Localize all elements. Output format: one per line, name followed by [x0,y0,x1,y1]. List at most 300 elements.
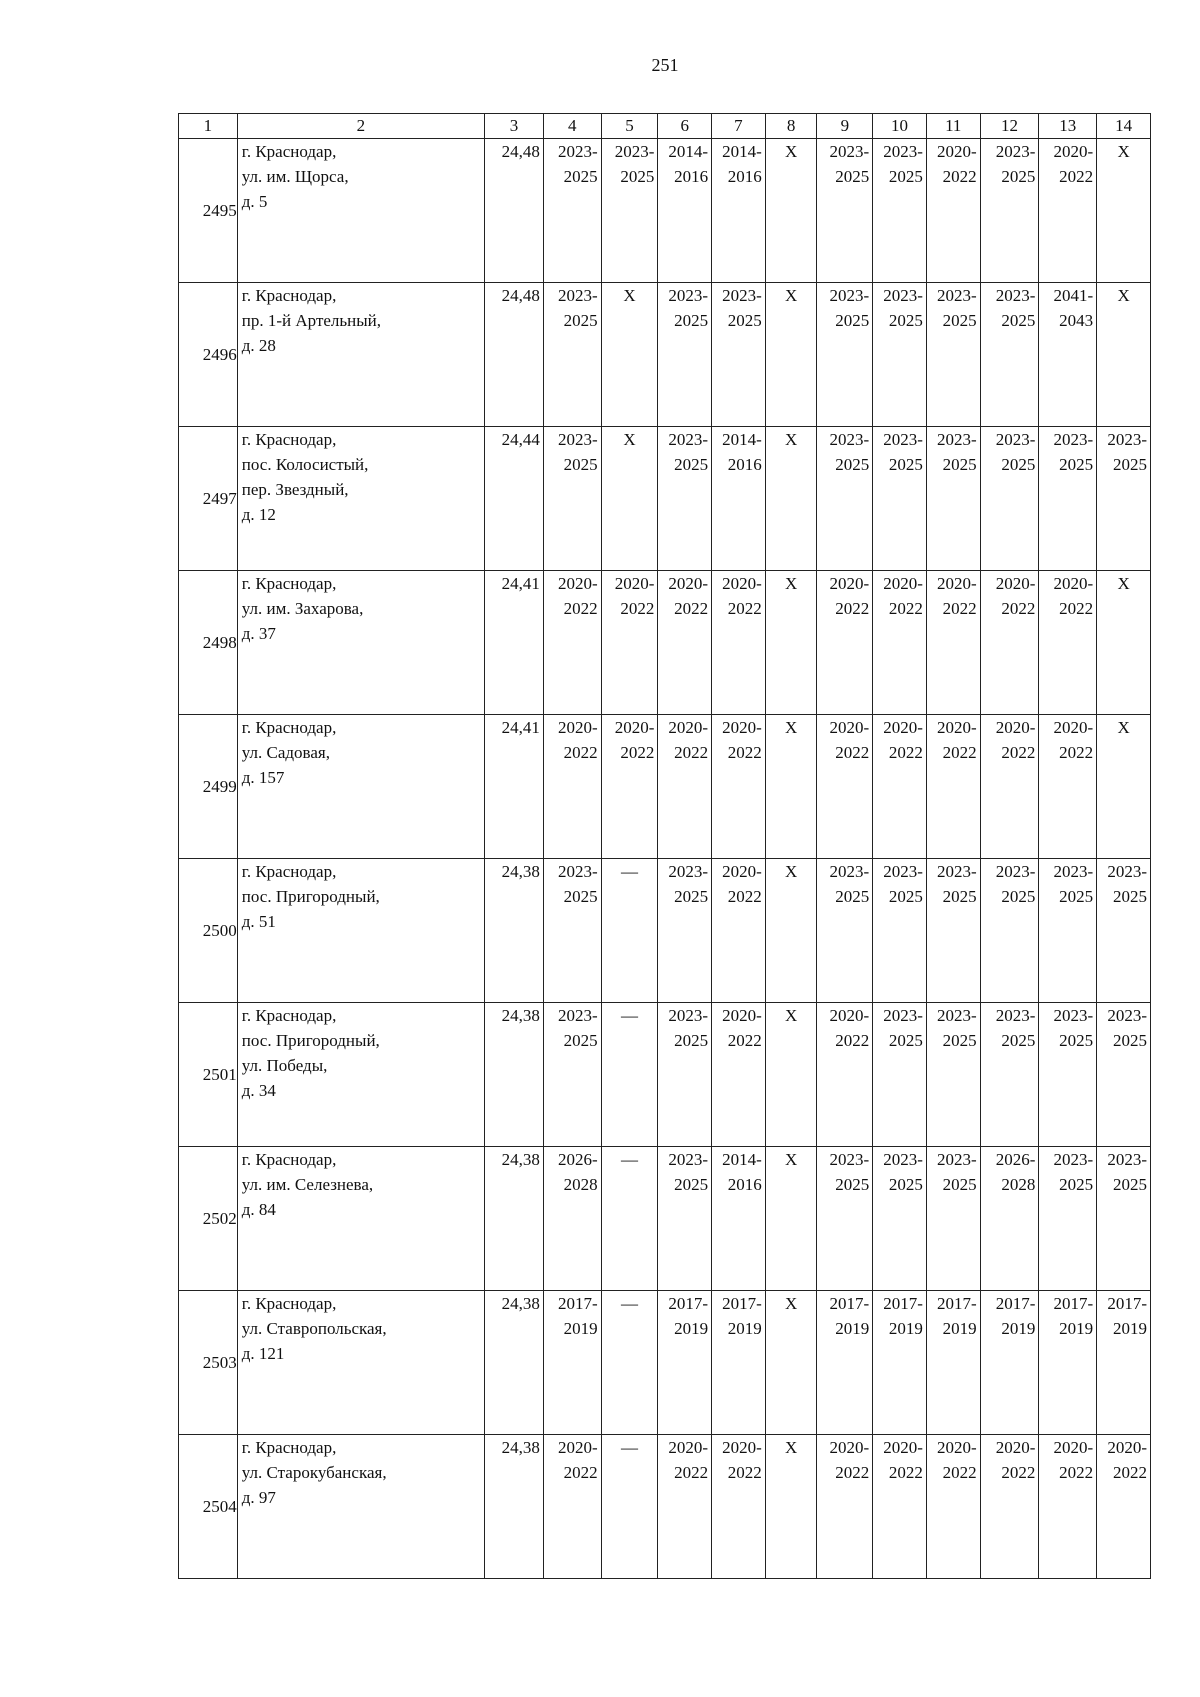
period-cell [712,283,766,427]
period-line: 2023- [1107,1006,1147,1025]
period-cell [543,427,601,571]
period-cell [980,1147,1039,1291]
period-cell [712,139,766,283]
period-line: 2017- [722,1294,762,1313]
period-cell [980,139,1039,283]
period-cell [1039,139,1097,283]
period-line: 2023- [557,286,598,305]
period-cell [1097,715,1151,859]
period-line: 2041- [1053,286,1094,305]
period-line: 2025 [888,1031,923,1050]
period-cell [980,715,1039,859]
period-cell [658,715,712,859]
period-line: X [1117,574,1130,593]
period-line: 2023- [883,142,923,161]
period-cell [1097,427,1151,571]
period-line: 2023- [1053,1150,1094,1169]
value-cell: 24,38 [485,1147,544,1291]
period-cell [1097,571,1151,715]
period-cell [543,859,601,1003]
period-line: 2023- [668,430,709,449]
period-cell [543,139,601,283]
address-cell [237,283,484,427]
address-line: г. Краснодар, [241,1438,337,1457]
period-line: 2023- [722,286,762,305]
period-line: 2023- [668,286,709,305]
period-line: 2025 [888,311,923,330]
period-line: 2017- [668,1294,709,1313]
period-cell [543,1003,601,1147]
period-line: 2025 [1059,455,1094,474]
period-line: 2020- [829,1438,870,1457]
period-cell [980,427,1039,571]
column-header: 3 [485,114,544,139]
period-line: 2022 [727,887,762,906]
period-cell [658,427,712,571]
period-line: 2025 [1001,455,1036,474]
period-line: 2022 [1059,599,1094,618]
address-line: г. Краснодар, [241,286,337,305]
period-line: 2025 [674,1175,709,1194]
address-line: ул. им. Селезнева, [241,1175,374,1194]
period-line: 2022 [1001,1463,1036,1482]
period-line: 2020- [722,718,762,737]
period-line: 2019 [563,1319,598,1338]
period-line: 2019 [835,1319,870,1338]
period-line: 2020- [557,1438,598,1457]
value-cell: 24,41 [485,715,544,859]
period-line: 2023- [936,1150,977,1169]
period-line: 2019 [888,1319,923,1338]
period-line: 2025 [727,311,762,330]
period-line: 2025 [888,887,923,906]
period-line: 2023- [668,1006,709,1025]
address-line: д. 12 [241,505,276,524]
address-line: г. Краснодар, [241,718,337,737]
period-cell [1097,283,1151,427]
period-cell [817,139,873,283]
period-cell [926,1435,980,1579]
address-cell [237,1003,484,1147]
column-header: 6 [658,114,712,139]
period-line: 2022 [727,599,762,618]
period-line: — [621,1150,638,1169]
value-cell: 24,44 [485,427,544,571]
address-line: ул. Старокубанская, [241,1463,387,1482]
period-cell [873,1435,927,1579]
period-line: X [784,1438,798,1457]
period-cell [543,715,601,859]
table-row [179,571,1151,715]
period-cell [601,283,658,427]
period-line: X [1117,718,1130,737]
value-cell: 24,41 [485,571,544,715]
period-cell [765,571,817,715]
period-cell [658,283,712,427]
period-line: 2025 [835,455,870,474]
period-line: 2023- [829,1150,870,1169]
period-cell [712,1291,766,1435]
row-number: 2500 [179,859,238,1003]
address-line: ул. Победы, [241,1056,328,1075]
period-line: X [623,286,636,305]
period-cell [1097,1147,1151,1291]
period-cell [817,1003,873,1147]
period-line: 2022 [835,1031,870,1050]
column-header: 11 [926,114,980,139]
period-cell [1097,1003,1151,1147]
header-row [179,114,1151,139]
period-cell [765,715,817,859]
period-cell [926,1291,980,1435]
period-line: 2020- [1053,718,1094,737]
period-cell [658,859,712,1003]
address-line: г. Краснодар, [241,1150,337,1169]
period-cell [601,715,658,859]
period-line: 2022 [1001,599,1036,618]
period-line: 2017- [936,1294,977,1313]
value-cell: 24,38 [485,1003,544,1147]
period-cell [817,571,873,715]
period-line: 2023- [829,430,870,449]
period-line: 2025 [674,311,709,330]
column-header: 7 [712,114,766,139]
period-line: 2025 [1113,1031,1147,1050]
period-line: 2023- [995,286,1036,305]
period-line: 2020- [557,574,598,593]
period-cell [1039,1003,1097,1147]
period-line: 2025 [888,1175,923,1194]
period-line: 2020- [614,718,655,737]
period-cell [1039,1435,1097,1579]
period-line: 2022 [563,599,598,618]
period-line: 2023- [1053,1006,1094,1025]
period-line: 2025 [1059,1031,1094,1050]
period-line: 2023- [936,430,977,449]
period-cell [1039,1291,1097,1435]
period-line: 2023- [1053,862,1094,881]
period-line: 2026- [995,1150,1036,1169]
column-header: 10 [873,114,927,139]
period-cell [817,427,873,571]
period-cell [712,1147,766,1291]
address-line: д. 34 [241,1081,276,1100]
period-line: 2017- [829,1294,870,1313]
address-cell [237,1291,484,1435]
period-line: 2017- [995,1294,1036,1313]
period-line: 2020- [829,718,870,737]
period-line: 2023- [829,142,870,161]
period-cell [817,859,873,1003]
period-line: 2025 [888,455,923,474]
period-line: 2017- [1107,1294,1147,1313]
period-line: X [784,718,798,737]
table-row [179,1147,1151,1291]
period-line: 2025 [563,1031,598,1050]
period-cell [873,139,927,283]
period-cell [658,1003,712,1147]
period-cell [765,859,817,1003]
period-line: 2023- [557,862,598,881]
period-line: 2022 [835,743,870,762]
row-number: 2502 [179,1147,238,1291]
address-line: ул. Садовая, [241,743,330,762]
address-line: д. 121 [241,1344,285,1363]
period-cell [712,1003,766,1147]
period-cell [543,571,601,715]
period-line: 2025 [1059,887,1094,906]
period-line: 2014- [722,142,762,161]
table-row [179,1003,1151,1147]
period-line: 2020- [936,1438,977,1457]
address-line: пос. Пригородный, [241,887,380,906]
value-cell: 24,48 [485,283,544,427]
address-cell [237,571,484,715]
row-number: 2497 [179,427,238,571]
period-cell [926,1003,980,1147]
period-line: X [784,1150,798,1169]
period-line: 2020- [936,142,977,161]
period-line: 2023- [614,142,655,161]
period-line: 2022 [1059,743,1094,762]
period-line: 2028 [1001,1175,1036,1194]
period-line: 2022 [1059,167,1094,186]
period-line: 2020- [668,1438,709,1457]
period-cell [601,139,658,283]
period-line: 2025 [1001,887,1036,906]
period-line: 2022 [727,743,762,762]
period-line: 2025 [1001,167,1036,186]
value-cell: 24,38 [485,1291,544,1435]
table-row [179,859,1151,1003]
period-line: 2025 [1113,887,1147,906]
address-line: г. Краснодар, [241,1294,337,1313]
table-body [179,139,1151,1579]
period-line: 2022 [563,743,598,762]
page-number: 251 [651,55,679,75]
period-line: 2023- [936,1006,977,1025]
row-number: 2499 [179,715,238,859]
period-line: 2025 [674,1031,709,1050]
period-line: 2023- [1107,430,1147,449]
row-number: 2495 [179,139,238,283]
period-line: 2023- [668,1150,709,1169]
period-cell [712,427,766,571]
period-line: 2017- [1053,1294,1094,1313]
period-cell [543,283,601,427]
period-line: — [621,1294,638,1313]
address-line: ул. им. Захарова, [241,599,364,618]
period-cell [1097,1435,1151,1579]
period-line: X [1117,142,1130,161]
period-line: 2025 [888,167,923,186]
period-cell [1039,1147,1097,1291]
period-line: X [784,286,798,305]
period-line: 2020- [668,718,709,737]
period-cell [873,427,927,571]
address-cell [237,1147,484,1291]
period-cell [658,1291,712,1435]
period-line: 2016 [727,167,762,186]
table-row [179,1435,1151,1579]
period-line: 2020- [722,862,762,881]
row-number: 2496 [179,283,238,427]
period-line: — [621,1438,638,1457]
period-line: 2022 [835,599,870,618]
period-cell [1039,283,1097,427]
period-cell [765,1003,817,1147]
column-header: 5 [601,114,658,139]
period-cell [980,1435,1039,1579]
period-cell [765,1291,817,1435]
period-cell [817,1147,873,1291]
address-line: ул. им. Щорса, [241,167,349,186]
period-line: 2020- [883,718,923,737]
period-cell [601,571,658,715]
period-cell [712,859,766,1003]
period-line: 2019 [727,1319,762,1338]
period-line: 2022 [888,743,923,762]
period-line: 2023- [936,862,977,881]
period-line: 2025 [835,1175,870,1194]
value-cell: 24,38 [485,859,544,1003]
address-cell [237,859,484,1003]
column-header: 14 [1097,114,1151,139]
row-number: 2504 [179,1435,238,1579]
period-line: 2020- [1053,142,1094,161]
period-line: 2020- [557,718,598,737]
address-line: г. Краснодар, [241,862,337,881]
period-line: X [784,1294,798,1313]
period-line: 2025 [1059,1175,1094,1194]
period-line: 2025 [1113,1175,1147,1194]
period-line: 2017- [557,1294,598,1313]
period-line: 2023- [883,1150,923,1169]
period-cell [926,427,980,571]
address-line: д. 5 [241,192,268,211]
period-line: 2022 [835,1463,870,1482]
period-line: 2025 [674,455,709,474]
period-line: 2025 [563,311,598,330]
period-line: 2025 [942,1031,977,1050]
address-line: пос. Пригородный, [241,1031,380,1050]
period-line: 2025 [674,887,709,906]
period-line: 2023- [883,862,923,881]
period-line: 2022 [888,1463,923,1482]
period-cell [1039,571,1097,715]
period-cell [873,1147,927,1291]
period-cell [817,1435,873,1579]
address-line: пер. Звездный, [241,480,349,499]
period-line: 2020- [614,574,655,593]
address-line: г. Краснодар, [241,574,337,593]
column-header: 9 [817,114,873,139]
address-line: г. Краснодар, [241,142,337,161]
period-cell [926,283,980,427]
period-line: 2020- [995,718,1036,737]
period-cell [712,715,766,859]
period-cell [926,139,980,283]
column-header: 8 [765,114,817,139]
period-cell [817,283,873,427]
period-cell [543,1291,601,1435]
column-header: 4 [543,114,601,139]
period-line: 2016 [674,167,709,186]
period-line: 2023- [1107,862,1147,881]
period-line: 2022 [942,1463,977,1482]
period-cell [658,1147,712,1291]
value-cell: 24,48 [485,139,544,283]
period-cell [1097,139,1151,283]
row-number: 2503 [179,1291,238,1435]
period-cell [926,1147,980,1291]
period-line: 2020- [936,574,977,593]
period-cell [873,571,927,715]
period-line: 2023- [668,862,709,881]
period-line: 2023- [557,430,598,449]
period-cell [765,139,817,283]
period-line: 2022 [1113,1463,1147,1482]
period-line: 2020- [722,1006,762,1025]
period-line: 2043 [1059,311,1094,330]
period-line: 2025 [563,455,598,474]
period-cell [1039,427,1097,571]
period-line: 2025 [563,887,598,906]
period-line: X [623,430,636,449]
period-cell [712,571,766,715]
period-cell [980,571,1039,715]
period-line: 2020- [936,718,977,737]
period-cell [601,1003,658,1147]
period-line: X [1117,286,1130,305]
period-line: 2022 [674,743,709,762]
column-header: 12 [980,114,1039,139]
period-line: 2023- [883,1006,923,1025]
table-row [179,715,1151,859]
period-cell [712,1435,766,1579]
period-line: 2022 [620,743,655,762]
period-cell [601,1291,658,1435]
period-line: 2025 [942,1175,977,1194]
period-line: 2016 [727,1175,762,1194]
period-line: X [784,142,798,161]
period-line: 2019 [1001,1319,1036,1338]
period-cell [1097,859,1151,1003]
period-line: 2020- [1107,1438,1147,1457]
period-line: 2023- [557,1006,598,1025]
period-cell [601,1435,658,1579]
period-cell [658,139,712,283]
period-line: 2019 [1113,1319,1147,1338]
column-header: 2 [237,114,484,139]
period-line: — [621,1006,638,1025]
row-number: 2501 [179,1003,238,1147]
period-line: 2019 [942,1319,977,1338]
period-cell [543,1435,601,1579]
period-line: X [784,1006,798,1025]
period-line: 2023- [557,142,598,161]
register-table [178,113,1151,1579]
period-line: 2023- [936,286,977,305]
period-line: 2023- [1107,1150,1147,1169]
period-line: 2022 [942,599,977,618]
address-line: д. 51 [241,912,276,931]
address-line: пос. Колосистый, [241,455,369,474]
period-line: 2023- [995,862,1036,881]
period-cell [873,1003,927,1147]
period-cell [817,715,873,859]
period-line: 2025 [835,887,870,906]
